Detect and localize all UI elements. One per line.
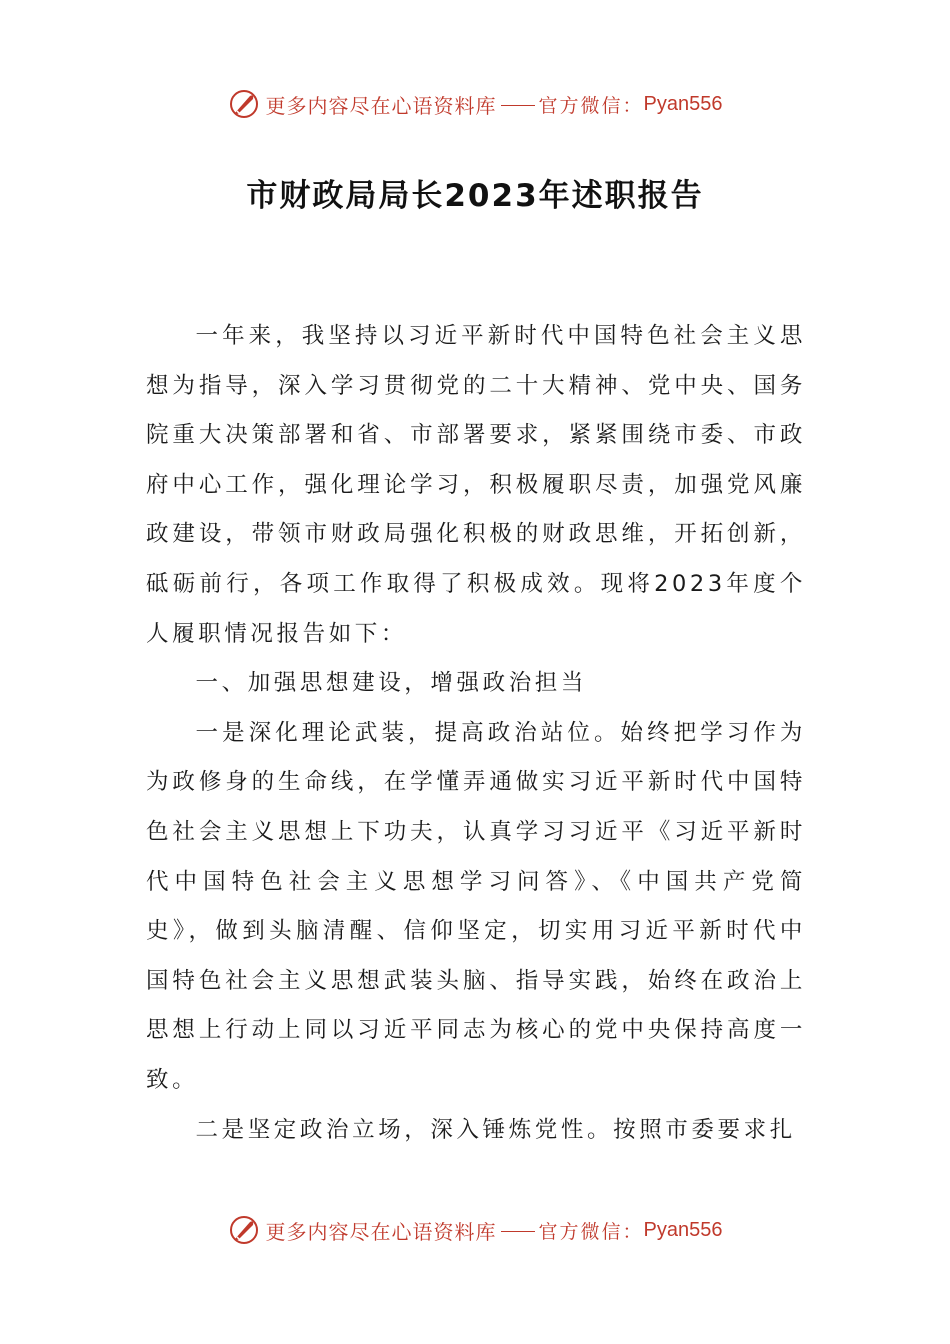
quill-pen-logo-icon [228, 1214, 260, 1246]
paragraph-item-2: 二是坚定政治立场，深入锤炼党性。按照市委要求扎 [195, 1116, 796, 1143]
quill-pen-logo-icon [228, 88, 260, 120]
watermark-banner-bottom [0, 1208, 950, 1252]
watermark-wechat-id: Pyan556 [643, 92, 723, 115]
document-body [146, 312, 806, 1155]
watermark-wechat-id: Pyan556 [643, 1218, 723, 1241]
paragraph-intro: 一年来，我坚持以习近平新时代中国特色社会主义思想为指导，深入学习贯彻党的二十大精神、党中央、国务院重大决策部署和省、市部署要求，紧紧围绕市委、市政府中心工作，强化理论学习，积极履职尽责，加强党风廉政建设，带领市财政局强化积极的财政思维，开拓创新，砥砺前行，各项工作取得了积极成效。现将2023年度个人履职情况报告如下： [146, 323, 806, 647]
document-title: 市财政局局长2023年述职报告 [246, 178, 704, 214]
watermark-wechat-label: 官方微信： [538, 1220, 644, 1243]
watermark-banner-top [0, 82, 950, 126]
watermark-brand-text: 更多内容尽在心语资料库 [265, 1219, 497, 1244]
watermark-dash [501, 105, 535, 106]
watermark-brand-text: 更多内容尽在心语资料库 [265, 93, 497, 118]
watermark-wechat-label: 官方微信： [538, 94, 644, 117]
watermark-dash [501, 1231, 535, 1232]
section-heading-1: 一、加强思想建设，增强政治担当 [195, 670, 588, 697]
paragraph-item-1: 一是深化理论武装，提高政治站位。始终把学习作为为政修身的生命线，在学懂弄通做实习近平新时代中国特色社会主义思想上下功夫，认真学习习近平《习近平新时代中国特色社会主义思想学习问答》、《中国共产党简史》，做到头脑清醒、信仰坚定，切实用习近平新时代中国特色社会主义思想武装头脑、指导实践，始终在政治上思想上行动上同以习近平同志为核心的党中央保持高度一致。 [146, 719, 806, 1093]
